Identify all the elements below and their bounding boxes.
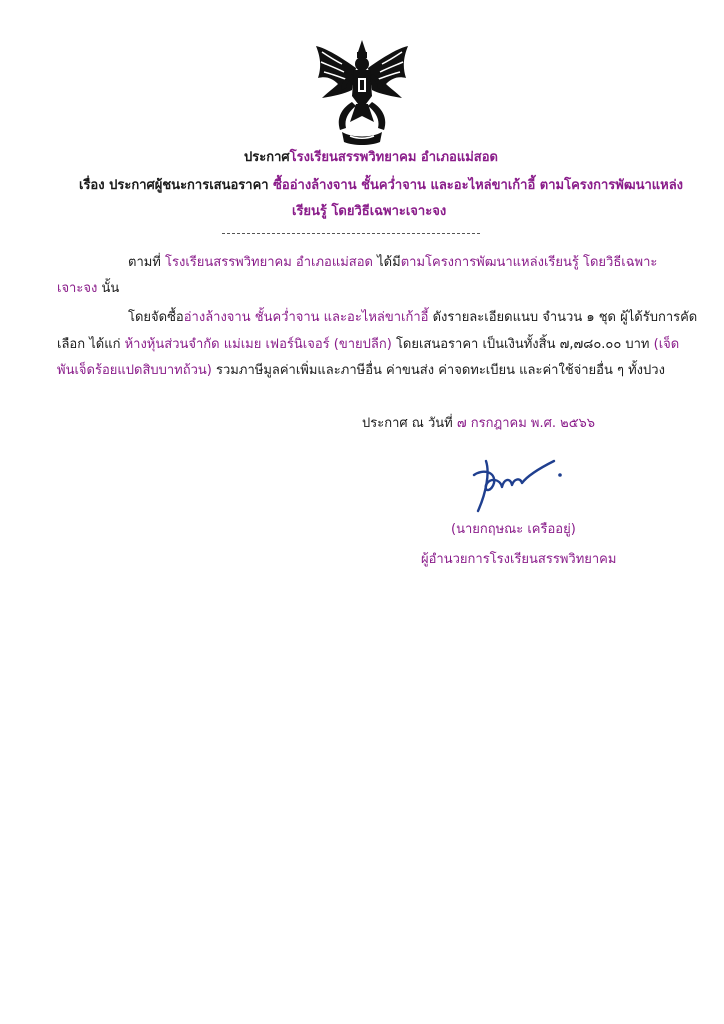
signer-position: ผู้อำนวยการโรงเรียนสรรพวิทยาคม <box>421 552 617 567</box>
para1-school: โรงเรียนสรรพวิทยาคม อำเภอแม่สอด <box>165 255 373 270</box>
vendor-name: ห้างหุ้นส่วนจำกัด แม่เมย เฟอร์นิเจอร์ (ขายปลีก) <box>124 337 392 352</box>
para1-project-cont: เจาะจง <box>57 281 98 296</box>
date-label: ประกาศ ณ วันที่ <box>362 416 453 431</box>
para1-lead: ตามที่ <box>128 255 161 270</box>
para2-lead: โดยจัดซื้อ <box>128 310 184 325</box>
para1-end: นั้น <box>97 281 120 296</box>
para2-qty: ดังรายละเอียดแนบ จำนวน ๑ ชุด ผู้ได้รับการคัด <box>428 310 698 325</box>
announcement-date: ๗ กรกฎาคม พ.ศ. ๒๕๖๖ <box>456 416 596 431</box>
paragraph-1-line-1 <box>128 251 657 272</box>
para2-item: อ่างล้างจาน ชั้นคว่ำจาน และอะไหล่ขาเก้าอี้ <box>183 310 429 325</box>
para1-project: ตามโครงการพัฒนาแหล่งเรียนรู้ โดยวิธีเฉพาะ <box>400 255 658 270</box>
announcement-date-line <box>362 412 595 433</box>
signer-name: (นายกฤษณะ เครืออยู่) <box>451 522 576 537</box>
price-text: โดยเสนอราคา เป็นเงินทั้งสิ้น ๗,๗๘๐.๐๐ บาท <box>391 337 654 352</box>
para2-line2-lead: เลือก ได้แก่ <box>57 337 121 352</box>
paragraph-1-line-2 <box>57 277 119 298</box>
para1-mid: ได้มี <box>377 255 401 270</box>
handwritten-signature <box>456 453 566 515</box>
paragraph-2-line-1 <box>128 306 697 327</box>
title-prefix: ประกาศ <box>244 150 290 165</box>
subject-line <box>79 174 683 195</box>
school-name: โรงเรียนสรรพวิทยาคม อำเภอแม่สอด <box>289 150 498 165</box>
paragraph-2-line-3 <box>57 359 665 380</box>
para2-rest: รวมภาษีมูลค่าเพิ่มและภาษีอื่น ค่าขนส่ง ค่าจดทะเบียน และค่าใช้จ่ายอื่น ๆ ทั้งปวง <box>211 363 665 378</box>
announcement-title <box>244 146 498 167</box>
subject-text: ซื้ออ่างล้างจาน ชั้นคว่ำจาน และอะไหล่ขาเก้าอี้ ตามโครงการพัฒนาแหล่ง <box>273 178 684 193</box>
subject-line-continued: เรียนรู้ โดยวิธีเฉพาะเจาะจง <box>292 204 447 219</box>
amount-words-2: พันเจ็ดร้อยแปดสิบบาทถ้วน) <box>57 363 212 378</box>
paragraph-2-line-2 <box>57 333 679 354</box>
divider-line <box>222 233 480 234</box>
garuda-emblem-icon <box>312 38 412 146</box>
subject-prefix: เรื่อง ประกาศผู้ชนะการเสนอราคา <box>79 178 269 193</box>
amount-words-1: (เจ็ด <box>653 337 680 352</box>
